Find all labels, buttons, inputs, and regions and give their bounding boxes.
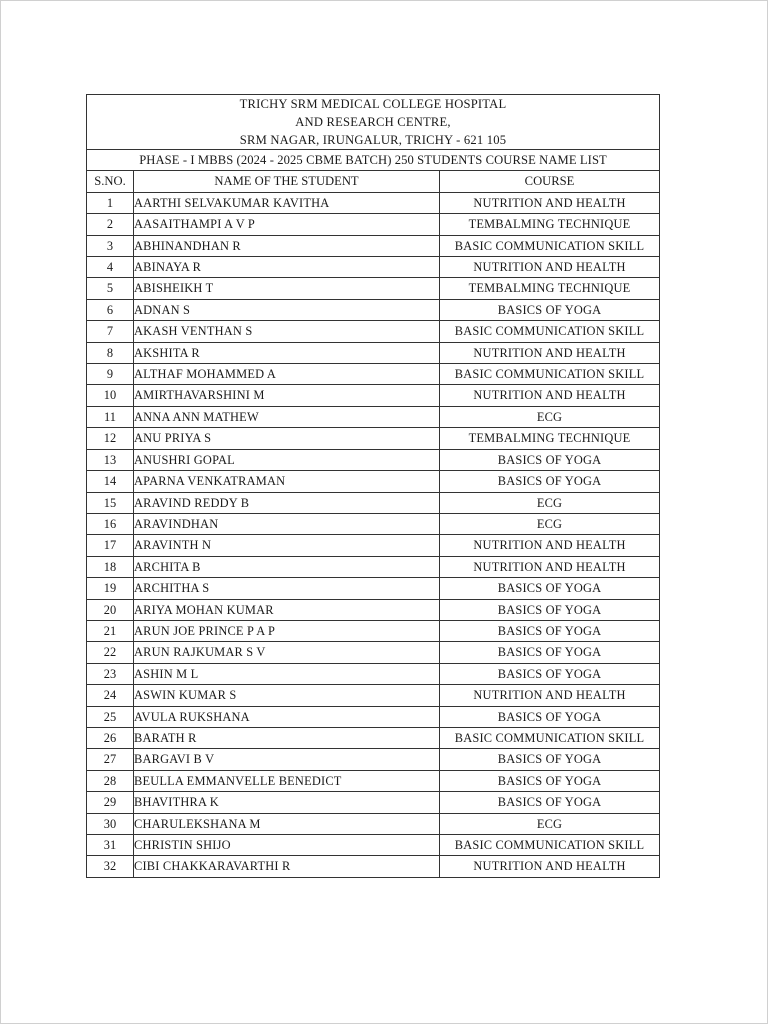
student-name: BARGAVI B V <box>134 749 440 770</box>
row-serial-number: 3 <box>87 235 134 256</box>
row-serial-number: 21 <box>87 620 134 641</box>
row-serial-number: 25 <box>87 706 134 727</box>
student-name: ARIYA MOHAN KUMAR <box>134 599 440 620</box>
student-name: ARCHITHA S <box>134 578 440 599</box>
table-row <box>87 727 660 748</box>
institution-address: SRM NAGAR, IRUNGALUR, TRICHY - 621 105 <box>239 133 507 147</box>
table-row <box>87 364 660 385</box>
row-serial-number: 11 <box>87 406 134 427</box>
table-row <box>87 620 660 641</box>
course-name: TEMBALMING TECHNIQUE <box>440 428 660 449</box>
student-name: ARUN JOE PRINCE P A P <box>134 620 440 641</box>
student-name: AKASH VENTHAN S <box>134 321 440 342</box>
row-serial-number: 22 <box>87 642 134 663</box>
student-name: ANU PRIYA S <box>134 428 440 449</box>
student-name: AKSHITA R <box>134 342 440 363</box>
institution-header-row <box>87 95 660 150</box>
institution-name-line2: AND RESEARCH CENTRE, <box>295 115 451 129</box>
row-serial-number: 8 <box>87 342 134 363</box>
table-row <box>87 257 660 278</box>
student-name: ARUN RAJKUMAR S V <box>134 642 440 663</box>
student-name: CHARULEKSHANA M <box>134 813 440 834</box>
student-name: ADNAN S <box>134 299 440 320</box>
course-name: NUTRITION AND HEALTH <box>440 342 660 363</box>
institution-header <box>87 95 660 150</box>
course-name: TEMBALMING TECHNIQUE <box>440 214 660 235</box>
table-row <box>87 578 660 599</box>
course-name: BASICS OF YOGA <box>440 599 660 620</box>
student-name: ALTHAF MOHAMMED A <box>134 364 440 385</box>
row-serial-number: 12 <box>87 428 134 449</box>
table-row <box>87 299 660 320</box>
student-name: AARTHI SELVAKUMAR KAVITHA <box>134 192 440 213</box>
column-header-sno: S.NO. <box>87 171 134 192</box>
course-name: BASICS OF YOGA <box>440 663 660 684</box>
student-name: AVULA RUKSHANA <box>134 706 440 727</box>
student-name: ABHINANDHAN R <box>134 235 440 256</box>
student-name: BHAVITHRA K <box>134 792 440 813</box>
course-name: NUTRITION AND HEALTH <box>440 385 660 406</box>
student-name: ARAVIND REDDY B <box>134 492 440 513</box>
institution-name-line1: TRICHY SRM MEDICAL COLLEGE HOSPITAL <box>239 97 507 111</box>
row-serial-number: 7 <box>87 321 134 342</box>
row-serial-number: 15 <box>87 492 134 513</box>
course-name: BASICS OF YOGA <box>440 620 660 641</box>
student-name: ASWIN KUMAR S <box>134 685 440 706</box>
course-name: ECG <box>440 513 660 534</box>
student-name: BEULLA EMMANVELLE BENEDICT <box>134 770 440 791</box>
student-name: AASAITHAMPI A V P <box>134 214 440 235</box>
student-name: ARCHITA B <box>134 556 440 577</box>
course-name: BASIC COMMUNICATION SKILL <box>440 321 660 342</box>
row-serial-number: 23 <box>87 663 134 684</box>
table-row <box>87 513 660 534</box>
table-row <box>87 492 660 513</box>
column-header-course: COURSE <box>440 171 660 192</box>
student-name: APARNA VENKATRAMAN <box>134 471 440 492</box>
student-name: ASHIN M L <box>134 663 440 684</box>
row-serial-number: 32 <box>87 856 134 877</box>
row-serial-number: 1 <box>87 192 134 213</box>
row-serial-number: 16 <box>87 513 134 534</box>
table-row <box>87 642 660 663</box>
row-serial-number: 29 <box>87 792 134 813</box>
table-row <box>87 428 660 449</box>
row-serial-number: 26 <box>87 727 134 748</box>
course-name: NUTRITION AND HEALTH <box>440 556 660 577</box>
row-serial-number: 19 <box>87 578 134 599</box>
list-title-row <box>87 150 660 171</box>
course-name: ECG <box>440 492 660 513</box>
row-serial-number: 6 <box>87 299 134 320</box>
course-name: BASICS OF YOGA <box>440 578 660 599</box>
course-name: BASICS OF YOGA <box>440 471 660 492</box>
table-row <box>87 856 660 877</box>
table-row <box>87 792 660 813</box>
row-serial-number: 28 <box>87 770 134 791</box>
course-name: NUTRITION AND HEALTH <box>440 535 660 556</box>
table-row <box>87 192 660 213</box>
table-row <box>87 813 660 834</box>
student-name: CIBI CHAKKARAVARTHI R <box>134 856 440 877</box>
table-row <box>87 599 660 620</box>
student-name: BARATH R <box>134 727 440 748</box>
row-serial-number: 9 <box>87 364 134 385</box>
table-row <box>87 535 660 556</box>
row-serial-number: 18 <box>87 556 134 577</box>
row-serial-number: 14 <box>87 471 134 492</box>
row-serial-number: 31 <box>87 835 134 856</box>
row-serial-number: 30 <box>87 813 134 834</box>
table-row <box>87 770 660 791</box>
row-serial-number: 17 <box>87 535 134 556</box>
table-row <box>87 278 660 299</box>
table-row <box>87 471 660 492</box>
list-title: PHASE - I MBBS (2024 - 2025 CBME BATCH) 250 STUDENTS COURSE NAME LIST <box>87 150 660 171</box>
course-name: BASICS OF YOGA <box>440 770 660 791</box>
course-name: BASIC COMMUNICATION SKILL <box>440 364 660 385</box>
row-serial-number: 20 <box>87 599 134 620</box>
table-row <box>87 321 660 342</box>
table-row <box>87 706 660 727</box>
course-name: TEMBALMING TECHNIQUE <box>440 278 660 299</box>
table-row <box>87 449 660 470</box>
table-row <box>87 663 660 684</box>
course-name: NUTRITION AND HEALTH <box>440 257 660 278</box>
student-name: AMIRTHAVARSHINI M <box>134 385 440 406</box>
row-serial-number: 4 <box>87 257 134 278</box>
course-name: NUTRITION AND HEALTH <box>440 856 660 877</box>
table-row <box>87 235 660 256</box>
course-name: BASICS OF YOGA <box>440 642 660 663</box>
course-name: BASIC COMMUNICATION SKILL <box>440 727 660 748</box>
student-name: ANNA ANN MATHEW <box>134 406 440 427</box>
student-course-table <box>86 94 660 878</box>
student-name: ABINAYA R <box>134 257 440 278</box>
student-name: ARAVINTH N <box>134 535 440 556</box>
table-row <box>87 835 660 856</box>
row-serial-number: 27 <box>87 749 134 770</box>
course-name: BASICS OF YOGA <box>440 792 660 813</box>
course-name: BASICS OF YOGA <box>440 749 660 770</box>
course-name: ECG <box>440 813 660 834</box>
row-serial-number: 13 <box>87 449 134 470</box>
row-serial-number: 5 <box>87 278 134 299</box>
row-serial-number: 2 <box>87 214 134 235</box>
course-name: ECG <box>440 406 660 427</box>
student-name: ARAVINDHAN <box>134 513 440 534</box>
course-name: BASICS OF YOGA <box>440 706 660 727</box>
table-body <box>87 192 660 877</box>
course-name: BASICS OF YOGA <box>440 449 660 470</box>
table-row <box>87 685 660 706</box>
table-row <box>87 749 660 770</box>
table-row <box>87 385 660 406</box>
row-serial-number: 24 <box>87 685 134 706</box>
column-header-name: NAME OF THE STUDENT <box>134 171 440 192</box>
course-name: BASICS OF YOGA <box>440 299 660 320</box>
course-name: NUTRITION AND HEALTH <box>440 685 660 706</box>
student-name: ANUSHRI GOPAL <box>134 449 440 470</box>
course-name: BASIC COMMUNICATION SKILL <box>440 835 660 856</box>
student-name: CHRISTIN SHIJO <box>134 835 440 856</box>
column-header-row <box>87 171 660 192</box>
table-row <box>87 214 660 235</box>
student-name: ABISHEIKH T <box>134 278 440 299</box>
course-name: BASIC COMMUNICATION SKILL <box>440 235 660 256</box>
row-serial-number: 10 <box>87 385 134 406</box>
table-row <box>87 406 660 427</box>
course-name: NUTRITION AND HEALTH <box>440 192 660 213</box>
table-row <box>87 342 660 363</box>
table-row <box>87 556 660 577</box>
